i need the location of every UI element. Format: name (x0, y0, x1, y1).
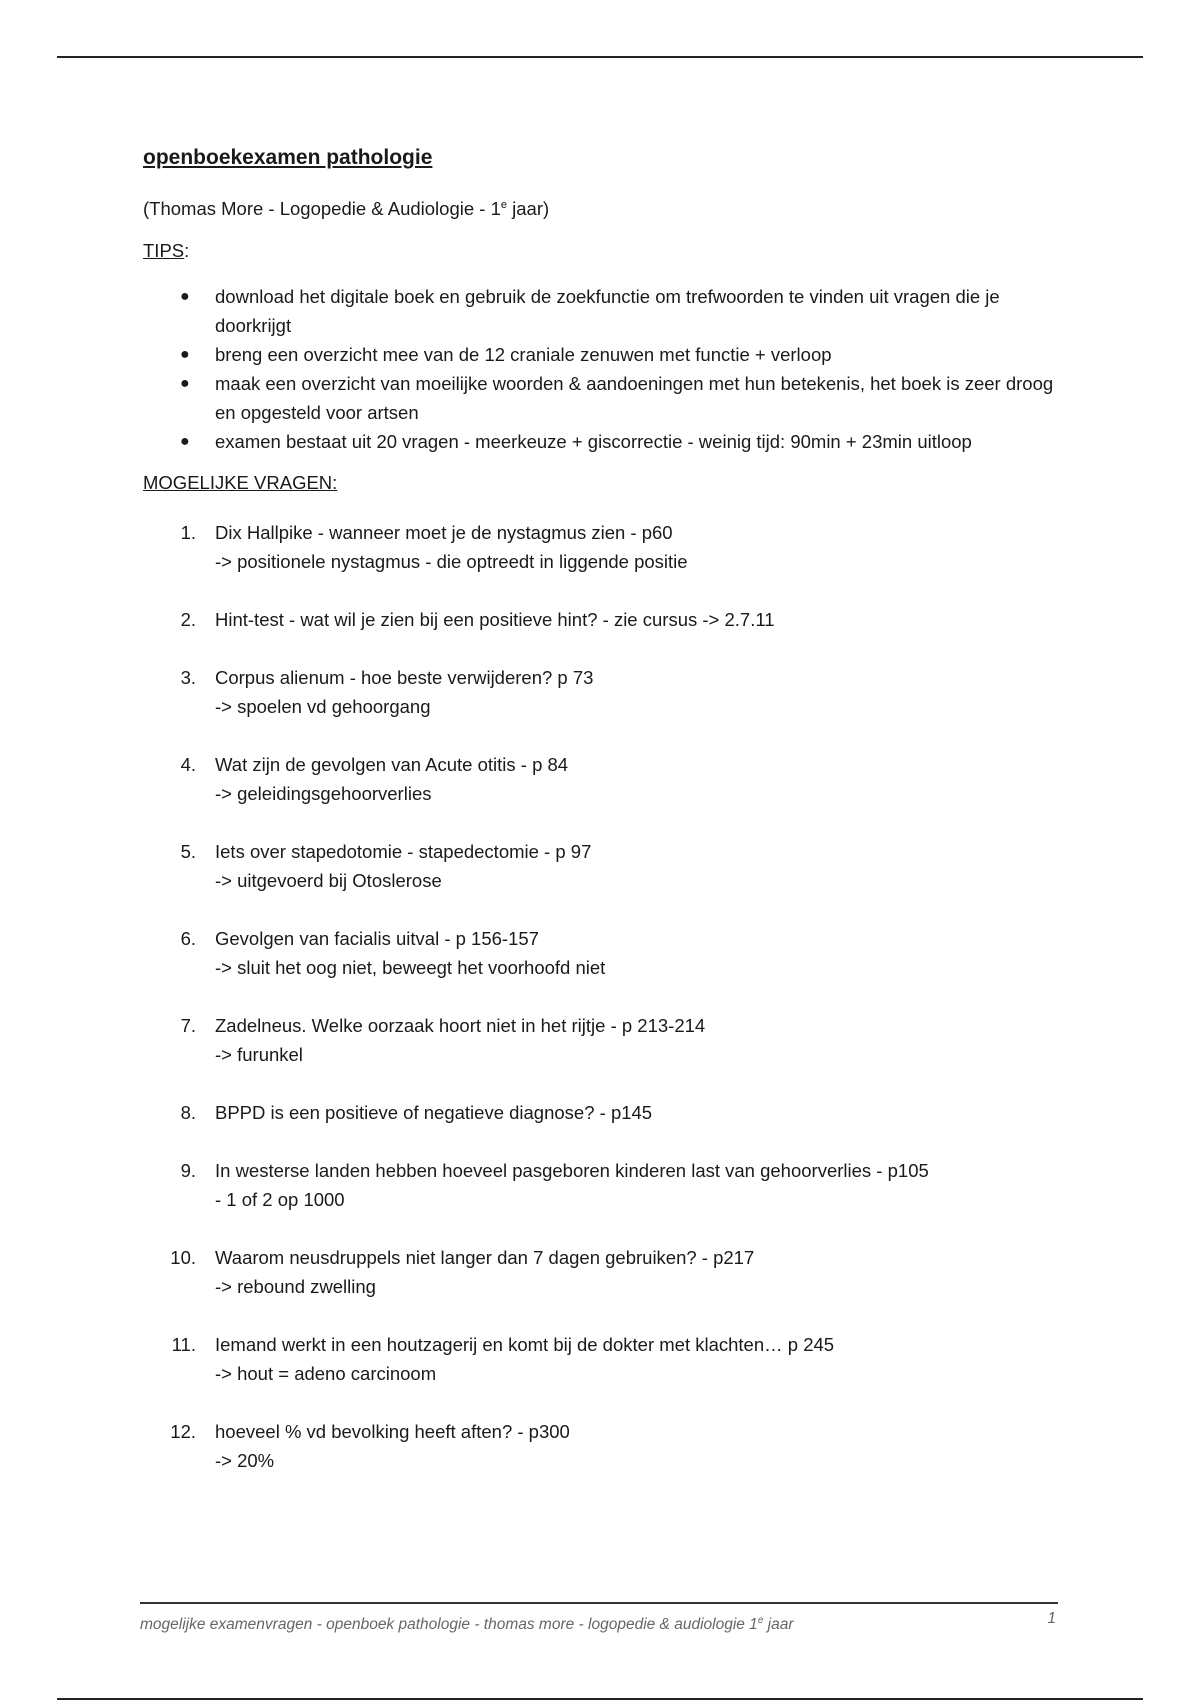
bullet-icon: ● (180, 433, 190, 451)
subtitle-text: (Thomas More - Logopedie & Audiologie - 1 (143, 198, 501, 220)
tip-text: examen bestaat uit 20 vragen - meerkeuze + giscorrectie - weinig tijd: 90min + 23min uitloop (215, 431, 972, 453)
tip-item (143, 282, 1063, 340)
question-item (143, 1417, 1063, 1475)
question-item (143, 924, 1063, 982)
tip-item (143, 427, 1063, 456)
question-text: hoeveel % vd bevolking heeft aften? - p300 (215, 1421, 570, 1443)
bullet-icon: ● (180, 375, 190, 393)
question-item (143, 1330, 1063, 1388)
tips-heading-label: TIPS (143, 240, 185, 262)
answer-text: -> sluit het oog niet, beweegt het voorhoofd niet (215, 957, 606, 979)
question-text: Iets over stapedotomie - stapedectomie - p 97 (215, 841, 592, 863)
answer-text: -> 20% (215, 1450, 275, 1472)
tip-text: breng een overzicht mee van de 12 craniale zenuwen met functie + verloop (215, 344, 832, 366)
question-item (143, 1098, 1063, 1127)
question-text: Hint-test - wat wil je zien bij een positieve hint? - zie cursus -> 2.7.11 (215, 609, 775, 631)
tip-text: maak een overzicht van moeilijke woorden & aandoeningen met hun betekenis, het boek is zeer droog en opgesteld voor artsen (215, 373, 1054, 424)
answer-text: -> rebound zwelling (215, 1276, 376, 1298)
footer-text-main: mogelijke examenvragen - openboek pathologie - thomas more - logopedie & audiologie 1 (140, 1616, 758, 1634)
footer-text-end: jaar (763, 1616, 794, 1634)
question-item (143, 518, 1063, 576)
page-footer (140, 1602, 1058, 1636)
document-title: openboekexamen pathologie (143, 146, 433, 169)
answer-text: - 1 of 2 op 1000 (215, 1189, 345, 1211)
document-subtitle (143, 192, 1063, 222)
tip-text: download het digitale boek en gebruik de zoekfunctie om trefwoorden te vinden uit vragen die je doorkrijgt (215, 286, 1000, 337)
question-item (143, 1243, 1063, 1301)
question-item (143, 1156, 1063, 1214)
question-text: Dix Hallpike - wanneer moet je de nystagmus zien - p60 (215, 522, 673, 544)
question-number: 2. (180, 609, 196, 631)
question-item (143, 837, 1063, 895)
answer-text: -> hout = adeno carcinoom (215, 1363, 437, 1385)
footer-superscript: e (757, 1615, 764, 1626)
bullet-icon: ● (180, 346, 190, 364)
question-number: 10. (170, 1247, 196, 1269)
footer-text (140, 1610, 1058, 1636)
tips-heading (143, 238, 1063, 264)
question-text: Iemand werkt in een houtzagerij en komt bij de dokter met klachten… p 245 (215, 1334, 835, 1356)
tip-item (143, 340, 1063, 369)
answer-text: -> furunkel (215, 1044, 303, 1066)
question-item (143, 605, 1063, 634)
question-item (143, 663, 1063, 721)
question-number: 4. (180, 754, 196, 776)
answer-text: -> positionele nystagmus - die optreedt in liggende positie (215, 551, 688, 573)
question-text: Wat zijn de gevolgen van Acute otitis - p 84 (215, 754, 569, 776)
question-number: 7. (180, 1015, 196, 1037)
question-number: 6. (180, 928, 196, 950)
question-number: 1. (180, 522, 196, 544)
questions-list (143, 518, 1063, 1475)
questions-heading: MOGELIJKE VRAGEN: (143, 472, 338, 494)
question-text: In westerse landen hebben hoeveel pasgeboren kinderen last van gehoorverlies - p105 (215, 1160, 929, 1182)
question-item (143, 1011, 1063, 1069)
question-text: Waarom neusdruppels niet langer dan 7 dagen gebruiken? - p217 (215, 1247, 755, 1269)
answer-text: -> spoelen vd gehoorgang (215, 696, 431, 718)
answer-text: -> geleidingsgehoorverlies (215, 783, 432, 805)
tips-list (143, 282, 1063, 456)
top-page-rule (57, 56, 1143, 58)
question-text: Zadelneus. Welke oorzaak hoort niet in het rijtje - p 213-214 (215, 1015, 706, 1037)
document-body (143, 144, 1063, 1504)
question-text: BPPD is een positieve of negatieve diagnose? - p145 (215, 1102, 653, 1124)
question-number: 11. (171, 1334, 196, 1356)
question-number: 8. (180, 1102, 196, 1124)
question-number: 12. (170, 1421, 196, 1443)
page-number: 1 (1047, 1610, 1056, 1627)
answer-text: -> uitgevoerd bij Otoslerose (215, 870, 442, 892)
question-text: Gevolgen van facialis uitval - p 156-157 (215, 928, 539, 950)
subtitle-superscript: e (500, 199, 507, 211)
question-item (143, 750, 1063, 808)
subtitle-text-end: jaar) (507, 198, 550, 220)
bullet-icon: ● (180, 288, 190, 306)
tip-item (143, 369, 1063, 427)
question-number: 5. (180, 841, 196, 863)
question-text: Corpus alienum - hoe beste verwijderen? p 73 (215, 667, 594, 689)
question-number: 9. (180, 1160, 196, 1182)
tips-heading-colon: : (184, 240, 190, 262)
question-number: 3. (180, 667, 196, 689)
